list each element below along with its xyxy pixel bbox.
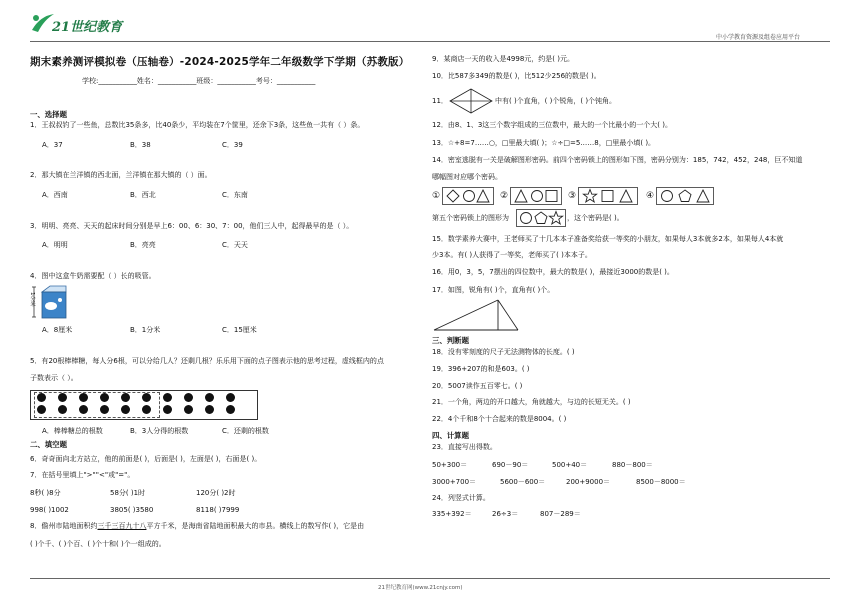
q23-item-4[interactable]: 880－800＝ [612, 461, 653, 469]
lock-4-number: ④ [646, 191, 655, 201]
question-15: 15．数学素养大赛中，王老师买了十几本本子准备奖给获一等奖的小朋友，如果每人3本就多2本，如果每人4本就 [432, 235, 784, 243]
question-11-number: 11． [432, 97, 448, 105]
dot [184, 405, 193, 414]
section-choice: 一、选择题 [30, 110, 67, 119]
dot [121, 393, 130, 402]
question-5-cont: 子数表示（ ）。 [30, 374, 78, 382]
footer-text: 21世纪教育网(www.21cnjy.com) [378, 585, 463, 591]
q8-prefix: 8．儋州市陆地面积约 [30, 522, 98, 530]
header-platform-text: 中小学教育资源及组卷应用平台 [716, 34, 801, 41]
q3-option-b[interactable]: B．亮亮 [130, 241, 156, 249]
question-14-fifth-lock: 第五个密码锁上的图形为 [432, 214, 509, 222]
section-fill: 二、填空题 [30, 440, 67, 449]
q2-option-a[interactable]: A．西南 [42, 191, 68, 199]
question-24: 24．列竖式计算。 [432, 494, 490, 502]
q2-option-c[interactable]: C．东南 [222, 191, 248, 199]
q4-option-b[interactable]: B．1分米 [130, 326, 161, 334]
dot [163, 393, 172, 402]
logo-text: 21世纪教育 [52, 20, 123, 35]
question-14-answer: ，这个密码是( )。 [567, 214, 624, 222]
lock-3-number: ③ [568, 191, 577, 201]
dot [58, 393, 67, 402]
question-4: 4．图中这盒牛奶需要配（ ）长的吸管。 [30, 272, 156, 280]
question-16: 16．用0，3，5，7摆出的四位数中，最大的数是( )，最接近3000的数是( )。 [432, 268, 674, 276]
question-12: 12．由8、1、3这三个数字组成的三位数中，最大的一个比最小的一个大( )。 [432, 121, 672, 129]
q23-item-2[interactable]: 690－90＝ [492, 461, 529, 469]
question-11: 中有( )个直角，( )个锐角，( )个钝角。 [495, 97, 617, 105]
dot [79, 393, 88, 402]
dot [142, 393, 151, 402]
q7-item-1[interactable]: 8秒( )8分 [30, 489, 61, 497]
dot [37, 405, 46, 414]
q4-option-a[interactable]: A．8厘米 [42, 326, 73, 334]
lock-2-shapes [510, 187, 562, 205]
question-23: 23．直接写出得数。 [432, 443, 497, 451]
q5-option-b[interactable]: B．3人分得的根数 [130, 427, 189, 435]
lock-4-shapes [656, 187, 714, 205]
dot [205, 405, 214, 414]
lock-2-number: ② [500, 191, 509, 201]
dot [142, 405, 151, 414]
question-22: 22．4个千和8个十合起来的数是8004。( ) [432, 415, 567, 423]
q3-option-a[interactable]: A．明明 [42, 241, 68, 249]
rhombus-figure [448, 87, 494, 115]
triangle-figure [432, 298, 522, 332]
question-21: 21．一个角，两边的开口越大，角就越大，与边的长短无关。( ) [432, 398, 631, 406]
q23-item-7[interactable]: 200+9000＝ [566, 478, 611, 486]
q7-item-6[interactable]: 8118( )7999 [196, 506, 240, 514]
q24-item-3[interactable]: 807－289＝ [540, 510, 581, 518]
dot [79, 405, 88, 414]
q7-item-5[interactable]: 3805( )3580 [110, 506, 154, 514]
question-8 [30, 522, 364, 531]
q1-option-c[interactable]: C．39 [222, 141, 243, 149]
question-3: 3．明明、亮亮、天天的起床时间分别是早上6：00、6：30、7：00，他们三人中，起得最早的是（ ）。 [30, 222, 354, 230]
question-17: 17．如图，锐角有( )个，直角有( )个。 [432, 286, 555, 294]
question-1: 1．王叔叔钓了一些鱼，总数比35条多，比40条少，平均装在7个筐里，还余下3条，这些鱼一共有（ ）条。 [30, 121, 365, 129]
q23-item-6[interactable]: 5600－600＝ [500, 478, 546, 486]
q23-item-8[interactable]: 8500－8000＝ [636, 478, 686, 486]
q5-option-c[interactable]: C．还剩的根数 [222, 427, 269, 435]
question-18: 18．没有零刻度的尺子无法测物体的长度。( ) [432, 348, 575, 356]
dot [100, 393, 109, 402]
student-info-line: 学校:___________姓名：___________班级：___________考号：___________ [82, 77, 316, 85]
section-judge: 三、判断题 [432, 336, 469, 345]
question-9: 9．某商店一天的收入是4998元，约是( )元。 [432, 55, 574, 63]
lock-1-number: ① [432, 191, 441, 201]
dot [205, 393, 214, 402]
question-13: 13．☆+8=7……○，□里最大填( )；☆÷□=5……8，□里最小填( )。 [432, 139, 656, 147]
q1-option-b[interactable]: B．38 [130, 141, 151, 149]
question-19: 19．396+207的和是603。( ) [432, 365, 530, 373]
question-7: 7．在括号里填上">""<"或"="。 [30, 471, 135, 479]
section-calc: 四、计算题 [432, 431, 469, 440]
q5-option-a[interactable]: A．棒棒糖总的根数 [42, 427, 103, 435]
dot [163, 405, 172, 414]
question-14: 14．密室逃脱有一关是破解图形密码。前四个密码锁上的图形如下图，密码分别为：185，742，452，248，巨不知道 [432, 156, 803, 164]
lock-1-shapes [442, 187, 494, 205]
question-8-cont: ( )个千、( )个百、( )个十和( )个一组成的。 [30, 540, 166, 548]
q7-item-3[interactable]: 120分( )2时 [196, 489, 236, 497]
lock-3-shapes [578, 187, 638, 205]
question-10: 10．比587多349的数是( )，比512少256的数是( )。 [432, 72, 601, 80]
dot [226, 405, 235, 414]
question-15-cont: 少3本。有( )人获得了一等奖，老师买了( )本本子。 [432, 251, 592, 259]
header-rule [30, 41, 830, 42]
dot [37, 393, 46, 402]
q7-item-2[interactable]: 58分( )1时 [110, 489, 146, 497]
q8-suffix: 平方千米，是海南省陆地面积最大的市县。横线上的数写作( )，它是由 [146, 522, 365, 530]
q8-underlined-number: 三千三百九十八 [97, 522, 147, 530]
question-14-cont: 哪幅图对应哪个密码。 [432, 173, 502, 181]
q23-item-5[interactable]: 3000+700＝ [432, 478, 477, 486]
q23-item-3[interactable]: 500+40＝ [552, 461, 588, 469]
q2-option-b[interactable]: B．西北 [130, 191, 156, 199]
milk-carton-icon [30, 284, 70, 320]
question-2: 2．那大镇在兰洋镇的西北面，兰洋镇在那大镇的（ ）面。 [30, 171, 212, 179]
lock-5-shapes [516, 209, 566, 227]
carton-height-label: 1分米 [29, 292, 35, 307]
q7-item-4[interactable]: 998( )1002 [30, 506, 69, 514]
page-title: 期末素养测评模拟卷（压轴卷）-2024-2025学年二年级数学下学期（苏教版） [30, 56, 410, 68]
q1-option-a[interactable]: A．37 [42, 141, 63, 149]
question-6: 6．奇奇面向北方站立，他的前面是( )，后面是( )，左面是( )，右面是( )。 [30, 455, 262, 463]
q23-item-1[interactable]: 50+300＝ [432, 461, 468, 469]
q4-option-c[interactable]: C．15厘米 [222, 326, 257, 334]
dot [121, 405, 130, 414]
dot [226, 393, 235, 402]
dot [58, 405, 67, 414]
milk-carton-figure [30, 284, 70, 320]
q24-item-1[interactable]: 335+392＝ [432, 510, 472, 518]
footer-rule [30, 578, 830, 579]
dot [184, 393, 193, 402]
question-20: 20．5007读作五百零七。( ) [432, 382, 523, 390]
question-5: 5．有20根棒棒糖，每人分6根，可以分给几人？还剩几根？乐乐用下面的点子图表示他的思考过程，虚线框内的点 [30, 357, 384, 365]
dot [100, 405, 109, 414]
q3-option-c[interactable]: C．天天 [222, 241, 248, 249]
q24-item-2[interactable]: 26÷3＝ [492, 510, 519, 518]
